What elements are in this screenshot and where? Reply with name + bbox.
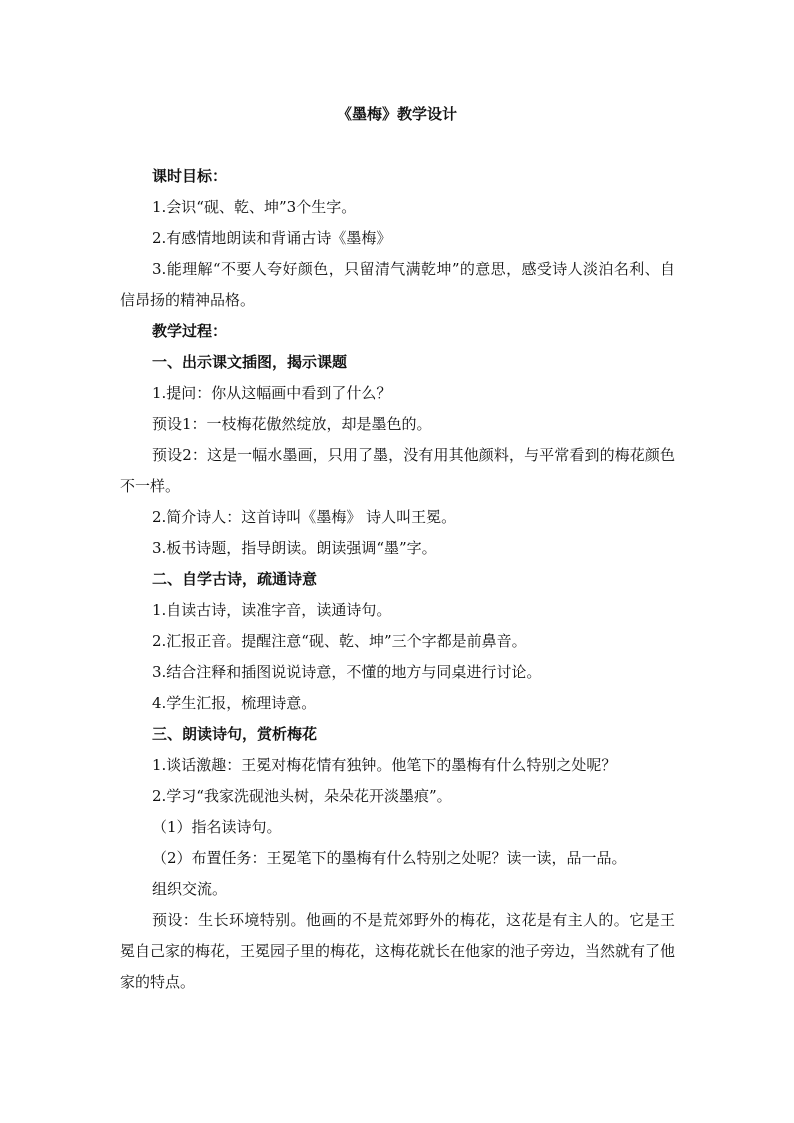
document-title: 《墨梅》教学设计 [336,105,457,123]
section-heading: 教学过程： [152,322,228,340]
paragraph: 2.有感情地朗读和背诵古诗《墨梅》 [152,229,392,247]
paragraph: 组织交流。 [152,880,228,898]
paragraph: 预设1：一枝梅花傲然绽放，却是墨色的。 [152,415,432,433]
section-heading: 一、出示课文插图，揭示课题 [152,353,348,371]
paragraph: （2）布置任务：王冕笔下的墨梅有什么特别之处呢？读一读，品一品。 [152,849,627,867]
paragraph: 1.提问：你从这幅画中看到了什么？ [152,384,392,402]
paragraph: 1.会识“砚、乾、坤”3个生字。 [152,198,357,216]
paragraph: 2.简介诗人：这首诗叫《墨梅》 诗人叫王冕。 [152,508,457,526]
paragraph: 2.汇报正音。提醒注意“砚、乾、坤”三个字都是前鼻音。 [152,632,527,650]
paragraph: 1.谈话激趣：王冕对梅花情有独钟。他笔下的墨梅有什么特别之处呢？ [152,756,617,774]
paragraph: 3.结合注释和插图说说诗意，不懂的地方与同桌进行讨论。 [152,663,542,681]
paragraph: 预设：生长环境特别。他画的不是荒郊野外的梅花，这花是有主人的。它是王冕自己家的梅花，王冕园子里的梅花，这梅花就长在他家的池子旁边，当然就有了他家的特点。 [120,911,676,991]
paragraph: （1）指名读诗句。 [152,818,282,836]
paragraph: 4.学生汇报，梳理诗意。 [152,694,317,712]
section-heading: 二、自学古诗，疏通诗意 [152,570,318,588]
document-body [120,161,675,998]
section-heading: 课时目标： [152,167,228,185]
paragraph: 预设2：这是一幅水墨画，只用了墨，没有用其他颜料，与平常看到的梅花颜色不一样。 [120,446,675,495]
paragraph: 3.板书诗题，指导朗读。朗读强调“墨”字。 [152,539,437,557]
paragraph: 1.自读古诗，读准字音，读通诗句。 [152,601,392,619]
paragraph: 3.能理解“不要人夸好颜色，只留清气满乾坤”的意思，感受诗人淡泊名利、自信昂扬的精神品格。 [120,260,675,309]
section-heading: 三、朗读诗句，赏析梅花 [152,725,318,743]
paragraph: 2.学习“我家洗砚池头树，朵朵花开淡墨痕”。 [152,787,452,805]
